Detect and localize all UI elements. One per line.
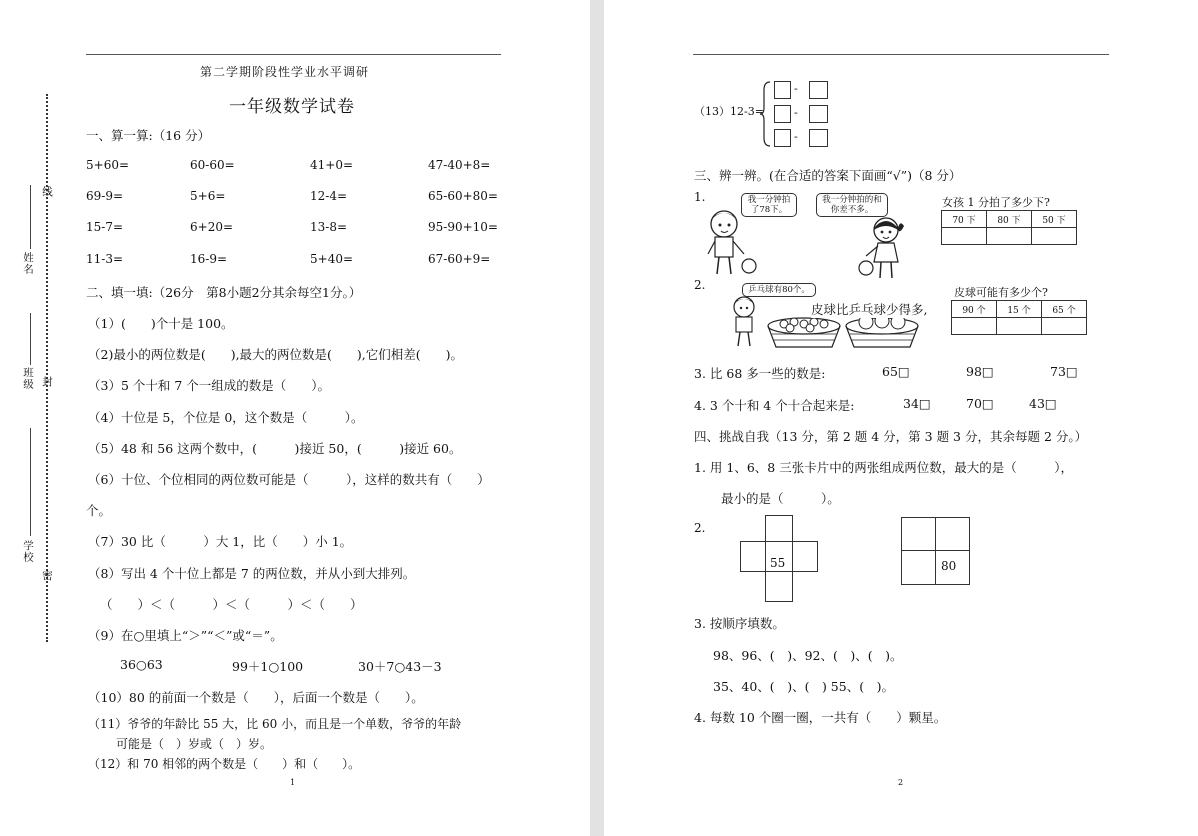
boy-speech-bubble: 我一分钟拍了78下。: [741, 193, 797, 217]
judge-question-3: 3. 比 68 多一些的数是:: [694, 366, 826, 381]
option-cell: 15 个: [997, 301, 1042, 318]
cross-center-value: 55: [770, 556, 786, 570]
sequence-row-2[interactable]: 35、40、( )、( ) 55、( )。: [713, 679, 894, 694]
compare-item[interactable]: 36○63: [120, 657, 163, 672]
split-question-13: （13）12-3=: [694, 105, 764, 118]
header-rule: [693, 54, 1109, 55]
binding-mark-line: 线: [41, 186, 53, 198]
challenge-question-3: 3. 按顺序填数。: [694, 616, 785, 631]
fill-question-4[interactable]: （4）十位是 5，个位是 0，这个数是（ ）。: [88, 410, 364, 425]
judge-question-2-prompt: 皮球可能有多少个?: [954, 286, 1048, 299]
grid-cell[interactable]: [935, 517, 970, 551]
sequence-row-1[interactable]: 98、96、( )、92、( )、( )。: [713, 648, 903, 663]
answer-table-1: [941, 210, 1077, 245]
compare-item[interactable]: 99＋1○100: [232, 659, 304, 674]
section-4-heading: 四、挑战自我（13 分，第 2 题 4 分，第 3 题 3 分，其余每题 2 分。）: [694, 429, 1088, 444]
choice-option[interactable]: 98□: [966, 364, 994, 379]
fill-question-1[interactable]: （1）( )个十是 100。: [88, 316, 234, 331]
challenge-question-2-number: 2.: [694, 521, 706, 535]
fill-question-8: （8）写出 4 个十位上都是 7 的两位数，并从小到大排列。: [88, 566, 416, 581]
section-3-heading: 三、辨一辨。(在合适的答案下面画“√”)（8 分）: [694, 168, 962, 183]
cross-cell-bottom[interactable]: [765, 571, 793, 602]
student-class-label: 班级: [22, 367, 34, 390]
boy-bouncing-ball-illustration: [702, 208, 760, 280]
page-gap: [590, 0, 604, 836]
check-cell[interactable]: [1032, 228, 1077, 245]
fill-question-6[interactable]: （6）十位、个位相同的两位数可能是（ ），这样的数共有（ ）: [88, 472, 490, 487]
fill-question-10[interactable]: （10）80 的前面一个数是（ ），后面一个数是（ ）。: [88, 690, 424, 705]
answer-box[interactable]: [809, 105, 828, 123]
page-number: 1: [290, 778, 296, 787]
student-class-field[interactable]: [30, 313, 31, 365]
page-1: [0, 0, 590, 836]
minus-sign: -: [794, 106, 798, 119]
answer-box[interactable]: [774, 129, 791, 147]
option-cell: 70 下: [942, 211, 987, 228]
answer-box[interactable]: [774, 81, 791, 99]
judge-question-2-number: 2.: [694, 278, 706, 292]
fill-question-11: （11）爷爷的年龄比 55 大，比 60 小，而且是一个单数，爷爷的年龄: [88, 717, 462, 731]
check-cell[interactable]: [997, 318, 1042, 335]
choice-option[interactable]: 73□: [1050, 364, 1078, 379]
exam-title: 一年级数学试卷: [229, 97, 355, 117]
calc-item[interactable]: 16-9=: [190, 252, 228, 266]
cross-cell-left[interactable]: [740, 541, 766, 572]
binding-mark-close: 密: [41, 570, 53, 582]
boy-standing-illustration: [726, 296, 766, 348]
fill-question-3[interactable]: （3）5 个十和 7 个一组成的数是（ ）。: [88, 378, 331, 393]
calc-item[interactable]: 5+40=: [310, 252, 354, 266]
check-cell[interactable]: [952, 318, 997, 335]
grid-value: 80: [941, 559, 957, 573]
calc-item[interactable]: 67-60+9=: [428, 252, 491, 266]
calc-item[interactable]: 5+6=: [190, 189, 226, 203]
calc-item[interactable]: 41+0=: [310, 158, 354, 172]
ball-basket-illustration: [844, 316, 920, 350]
calc-item[interactable]: 5+60=: [86, 158, 130, 172]
fill-question-8-blanks[interactable]: （ ）＜（ ）＜（ ）＜（ ）: [100, 597, 363, 612]
answer-box[interactable]: [774, 105, 791, 123]
boy-speech-bubble-2: 乒乓球有80个。: [742, 283, 816, 297]
challenge-question-1[interactable]: 1. 用 1、6、8 三张卡片中的两张组成两位数，最大的是（ ），: [694, 460, 1073, 475]
calc-item[interactable]: 95-90+10=: [428, 220, 498, 234]
calc-item[interactable]: 13-8=: [310, 220, 348, 234]
binding-mark-seal: 封: [41, 376, 53, 388]
judge-question-1-number: 1.: [694, 190, 706, 204]
student-name-label: 姓名: [22, 252, 34, 275]
page-2: [604, 0, 1198, 836]
fill-question-12[interactable]: （12）和 70 相邻的两个数是（ ）和（ ）。: [88, 757, 361, 771]
option-cell: 50 下: [1032, 211, 1077, 228]
calc-item[interactable]: 65-60+80=: [428, 189, 498, 203]
calc-item[interactable]: 69-9=: [86, 189, 124, 203]
judge-question-1-prompt: 女孩 1 分拍了多少下?: [942, 196, 1050, 209]
calc-item[interactable]: 12-4=: [310, 189, 348, 203]
check-cell[interactable]: [942, 228, 987, 245]
answer-table-2: [951, 300, 1087, 335]
student-school-label: 学校: [22, 540, 34, 563]
calc-item[interactable]: 47-40+8=: [428, 158, 491, 172]
girl-speech-bubble: 我一分钟拍的和你差不多。: [816, 193, 888, 217]
choice-option[interactable]: 70□: [966, 396, 994, 411]
choice-option[interactable]: 65□: [882, 364, 910, 379]
challenge-question-4[interactable]: 4. 每数 10 个圈一圈，一共有（ ）颗星。: [694, 710, 947, 725]
answer-box[interactable]: [809, 81, 828, 99]
grid-cell[interactable]: [901, 550, 936, 585]
choice-option[interactable]: 43□: [1029, 396, 1057, 411]
check-cell[interactable]: [1042, 318, 1087, 335]
fill-question-6-cont: 个。: [86, 503, 112, 518]
fill-question-11-blanks[interactable]: 可能是（ ）岁或（ ）岁。: [116, 737, 273, 751]
calc-item[interactable]: 60-60=: [190, 158, 235, 172]
fill-question-2[interactable]: （2)最小的两位数是( ),最大的两位数是( ),它们相差( )。: [88, 347, 464, 362]
fill-question-7[interactable]: （7）30 比（ ）大 1，比（ ）小 1。: [88, 534, 353, 549]
cross-cell-top[interactable]: [765, 515, 793, 542]
fill-question-5[interactable]: （5）48 和 56 这两个数中，( )接近 50，( )接近 60。: [88, 441, 462, 456]
option-cell: 90 个: [952, 301, 997, 318]
calc-item[interactable]: 15-7=: [86, 220, 124, 234]
student-school-field[interactable]: [30, 428, 31, 536]
grid-cell[interactable]: [901, 517, 936, 551]
page-number: 2: [898, 778, 904, 787]
calc-item[interactable]: 11-3=: [86, 252, 124, 266]
section-2-heading: 二、填一填:（26分 第8小题2分其余每空1分。）: [86, 285, 362, 300]
calc-item[interactable]: 6+20=: [190, 220, 234, 234]
minus-sign: -: [794, 130, 798, 143]
option-cell: 80 下: [987, 211, 1032, 228]
ping-pong-basket-illustration: [766, 316, 842, 350]
speech-text: 皮球比乒乓球少得多,: [811, 302, 928, 317]
student-name-field[interactable]: [30, 185, 31, 249]
compare-item[interactable]: 30＋7○43－3: [358, 659, 442, 674]
answer-box[interactable]: [809, 129, 828, 147]
choice-option[interactable]: 34□: [903, 396, 931, 411]
minus-sign: -: [794, 82, 798, 95]
header-rule: [86, 54, 501, 55]
option-cell: 65 个: [1042, 301, 1087, 318]
girl-bouncing-ball-illustration: [856, 216, 912, 280]
judge-question-4: 4. 3 个十和 4 个十合起来是:: [694, 398, 855, 413]
cross-cell-right[interactable]: [792, 541, 818, 572]
section-1-heading: 一、算一算:（16 分）: [86, 128, 211, 143]
fill-question-9: （9）在○里填上“＞”“＜”或“＝”。: [88, 628, 283, 643]
exam-header: 第二学期阶段性学业水平调研: [200, 65, 370, 79]
challenge-question-1-cont[interactable]: 最小的是（ ）。: [721, 491, 840, 506]
binding-dotted-line: [46, 94, 48, 642]
check-cell[interactable]: [987, 228, 1032, 245]
